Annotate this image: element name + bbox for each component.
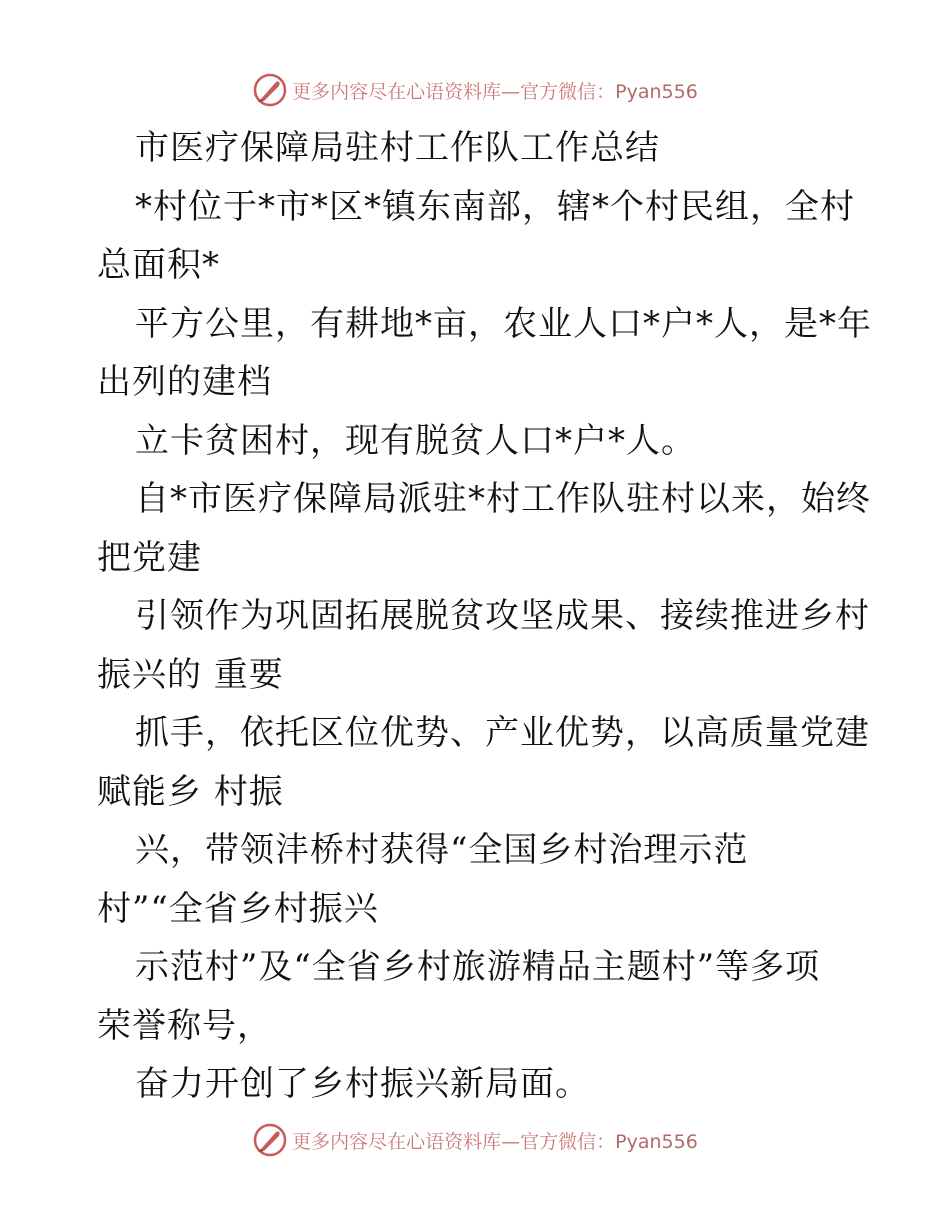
paragraph-line: 振兴的 重要: [97, 655, 284, 695]
paragraph-line: 兴，带领沣桥村获得“全国乡村治理示范: [135, 830, 749, 870]
paragraph-line: *村位于*市*区*镇东南部，辖*个村民组，全村: [135, 187, 855, 227]
watermark-wechat-id: Pyan556: [615, 1130, 698, 1153]
paragraph-line: 抓手，依托区位优势、产业优势，以高质量党建: [135, 713, 870, 753]
paragraph-line: 平方公里，有耕地*亩，农业人口*户*人，是*年: [135, 304, 872, 344]
paragraph-line: 赋能乡 村振: [97, 772, 284, 812]
paragraph-line: 自*市医疗保障局派驻*村工作队驻村以来，始终: [135, 479, 871, 519]
paragraph-line: 奋力开创了乡村振兴新局面。: [135, 1064, 590, 1104]
paragraph-line: 荣誉称号，: [97, 1006, 272, 1046]
footer-watermark: [0, 1120, 950, 1160]
quill-pen-logo-icon: [252, 72, 288, 108]
document-title: 市医疗保障局驻村工作队工作总结: [135, 128, 660, 168]
paragraph-line: 引领作为巩固拓展脱贫攻坚成果、接续推进乡村: [135, 596, 870, 636]
watermark-wechat-id: Pyan556: [615, 80, 698, 103]
paragraph-line: 村”“全省乡村振兴: [97, 889, 379, 929]
quill-pen-logo-icon: [252, 1122, 288, 1158]
watermark-label: 更多内容尽在心语资料库—官方微信：: [292, 1130, 616, 1153]
paragraph-line: 示范村”及“全省乡村旅游精品主题村”等多项: [135, 947, 821, 987]
paragraph-line: 把党建: [97, 538, 202, 578]
header-watermark: [0, 70, 950, 110]
watermark-label: 更多内容尽在心语资料库—官方微信：: [292, 80, 616, 103]
watermark-text: [292, 77, 698, 104]
watermark-text: [292, 1127, 698, 1154]
paragraph-line: 立卡贫困村，现有脱贫人口*户*人。: [135, 421, 696, 461]
paragraph-line: 出列的建档: [97, 362, 272, 402]
paragraph-line: 总面积*: [97, 245, 220, 285]
